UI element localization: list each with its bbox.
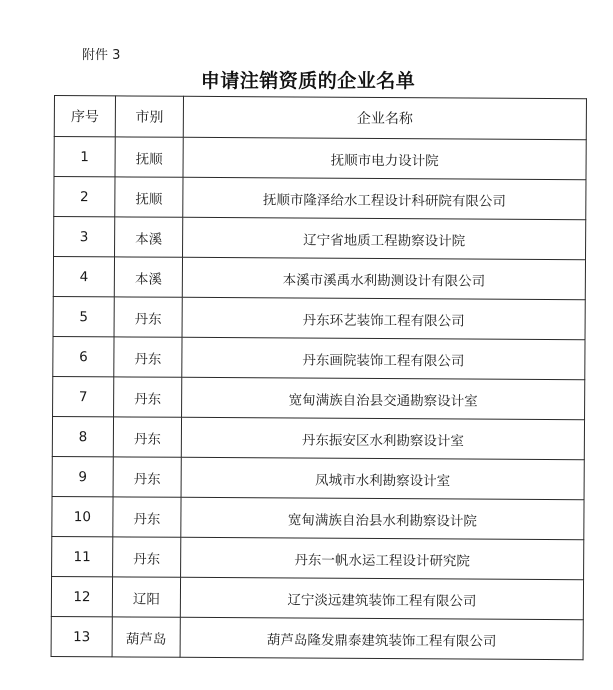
cell-city: 丹东 (113, 537, 181, 577)
cell-city: 抚顺 (115, 137, 183, 177)
table-row (51, 576, 583, 619)
cell-serial-number: 7 (53, 376, 114, 416)
cell-company-name: 凤城市水利勘察设计室 (181, 457, 584, 499)
header-serial-number: 序号 (54, 96, 115, 137)
cell-serial-number: 12 (51, 576, 112, 616)
cell-city: 丹东 (114, 377, 182, 417)
cell-city: 丹东 (113, 457, 181, 497)
cell-company-name: 葫芦岛隆发鼎泰建筑装饰工程有限公司 (180, 617, 583, 659)
cell-serial-number: 9 (52, 456, 113, 496)
cell-company-name: 丹东一帆水运工程设计研究院 (181, 537, 584, 579)
table-row (53, 376, 585, 419)
cell-serial-number: 10 (52, 496, 113, 536)
cell-serial-number: 1 (54, 137, 115, 177)
cell-city: 丹东 (114, 337, 182, 377)
cell-company-name: 抚顺市隆泽给水工程设计科研院有限公司 (183, 177, 586, 219)
cell-company-name: 宽甸满族自治县交通勘察设计室 (182, 377, 585, 419)
cell-city: 葫芦岛 (112, 617, 180, 657)
table-row (53, 257, 585, 300)
cell-serial-number: 6 (53, 336, 114, 376)
cell-city: 本溪 (114, 257, 182, 297)
cell-serial-number: 13 (51, 616, 112, 656)
cell-company-name: 丹东振安区水利勘察设计室 (181, 417, 584, 459)
table-row (51, 616, 583, 659)
cell-serial-number: 2 (54, 177, 115, 217)
cell-company-name: 丹东环艺装饰工程有限公司 (182, 297, 585, 339)
cell-city: 丹东 (114, 297, 182, 337)
table-row (54, 177, 586, 220)
table-row (53, 296, 585, 339)
cell-serial-number: 8 (52, 416, 113, 456)
table-header-row (54, 96, 586, 140)
cell-company-name: 本溪市溪禹水利勘测设计有限公司 (182, 257, 585, 299)
cell-company-name: 辽宁淡远建筑装饰工程有限公司 (180, 577, 583, 619)
table-row (54, 137, 586, 180)
header-city: 市别 (115, 96, 183, 137)
table-row (52, 416, 584, 459)
cell-city: 本溪 (115, 217, 183, 257)
header-company-name: 企业名称 (183, 96, 586, 139)
cell-serial-number: 4 (53, 257, 114, 297)
cell-city: 丹东 (113, 497, 181, 537)
cell-company-name: 辽宁省地质工程勘察设计院 (183, 217, 586, 259)
cell-company-name: 丹东画院装饰工程有限公司 (182, 337, 585, 379)
table-row (53, 336, 585, 379)
table-row (52, 456, 584, 499)
cell-serial-number: 3 (54, 217, 115, 257)
cell-serial-number: 5 (53, 296, 114, 336)
document-title: 申请注销资质的企业名单 (200, 70, 416, 92)
table-row (54, 217, 586, 260)
cell-company-name: 抚顺市电力设计院 (183, 137, 586, 179)
cell-city: 抚顺 (115, 177, 183, 217)
cell-city: 辽阳 (112, 577, 180, 617)
company-list-table (51, 95, 587, 660)
cell-serial-number: 11 (52, 536, 113, 576)
cell-city: 丹东 (113, 417, 181, 457)
attachment-label: 附件 3 (82, 48, 121, 63)
table-row (52, 496, 584, 539)
cell-company-name: 宽甸满族自治县水利勘察设计院 (181, 497, 584, 539)
table-row (52, 536, 584, 579)
